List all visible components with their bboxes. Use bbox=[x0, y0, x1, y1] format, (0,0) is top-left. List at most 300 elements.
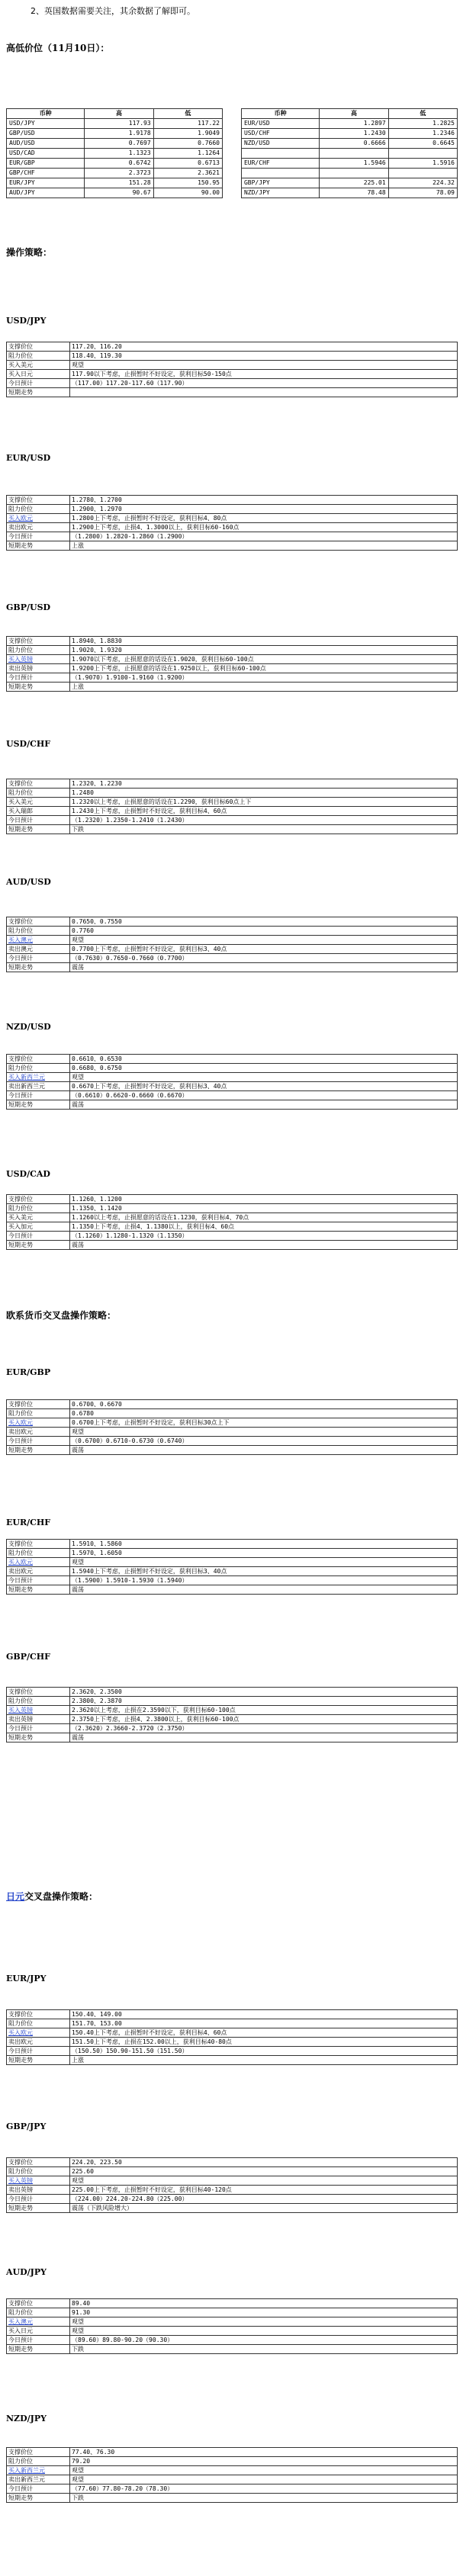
cross-eur-header: 欧系货币交叉盘操作策略： bbox=[6, 1310, 117, 1321]
strategy-row bbox=[7, 1241, 458, 1250]
strategy-table bbox=[6, 779, 458, 834]
strategy-row bbox=[7, 2327, 458, 2336]
strategy-label bbox=[7, 646, 70, 655]
strategy-label bbox=[7, 683, 70, 692]
strategy-label-text: 卖出新西兰元 bbox=[8, 2476, 45, 2483]
strategy-value: （1.1260）1.1280-1.1320（1.1350） bbox=[70, 1232, 458, 1241]
strategy-value: 观望 bbox=[70, 1428, 458, 1437]
strategy-label bbox=[7, 1567, 70, 1576]
strategy-value: （0.7630）0.7650-0.7660（0.7700） bbox=[70, 954, 458, 963]
strategy-row bbox=[7, 2167, 458, 2176]
strategy-label bbox=[7, 1437, 70, 1446]
price-cell bbox=[320, 169, 388, 178]
price-cell: EUR/GBP bbox=[7, 159, 85, 169]
strategy-value bbox=[70, 388, 458, 397]
strategy-label-text: 短期走势 bbox=[8, 826, 33, 833]
strategy-label bbox=[7, 927, 70, 936]
strategy-row bbox=[7, 2336, 458, 2345]
price-cell: USD/CAD bbox=[7, 149, 85, 159]
strategy-table bbox=[6, 2009, 458, 2065]
strategy-label-text: 今日预计 bbox=[8, 2485, 33, 2492]
price-cell: 1.5916 bbox=[388, 159, 457, 169]
strategy-table bbox=[6, 2157, 458, 2213]
strategy-value: 观望 bbox=[70, 2466, 458, 2475]
strategy-table bbox=[6, 1539, 458, 1595]
strategy-label-text[interactable]: 买入英镑 bbox=[8, 2177, 33, 2184]
strategy-label bbox=[7, 496, 70, 505]
col-header: 币种 bbox=[7, 109, 85, 119]
strategy-label-text: 阻力价位 bbox=[8, 1065, 33, 1071]
strategy-label-text: 短期走势 bbox=[8, 2205, 33, 2211]
strategy-label-text: 卖出英镑 bbox=[8, 2186, 33, 2193]
strategy-row bbox=[7, 1724, 458, 1733]
strategy-row bbox=[7, 1715, 458, 1724]
pair-heading: EUR/GBP bbox=[6, 1367, 51, 1377]
pair-heading: GBP/USD bbox=[6, 602, 51, 612]
strategy-label bbox=[7, 1064, 70, 1073]
strategy-label-text[interactable]: 买入欧元 bbox=[8, 2029, 33, 2036]
strategy-label bbox=[7, 361, 70, 370]
price-cell: 150.95 bbox=[153, 178, 222, 188]
price-cell: 2.3723 bbox=[85, 169, 153, 178]
strategy-label-text: 阻力价位 bbox=[8, 647, 33, 654]
strategy-label-text: 短期走势 bbox=[8, 542, 33, 549]
strategy-row bbox=[7, 1540, 458, 1549]
strategy-row bbox=[7, 2475, 458, 2484]
top-note: 2、英国数据需要关注，其余数据了解即可。 bbox=[31, 6, 195, 16]
cross-jpy-link[interactable]: 日元 bbox=[6, 1891, 25, 1902]
price-cell: 1.2825 bbox=[388, 119, 457, 129]
strategy-label-text: 卖出新西兰元 bbox=[8, 1083, 45, 1090]
strategy-label bbox=[7, 1697, 70, 1706]
strategy-row bbox=[7, 1733, 458, 1742]
strategy-row bbox=[7, 798, 458, 807]
strategy-row bbox=[7, 541, 458, 551]
strategy-label bbox=[7, 1055, 70, 1064]
strategy-label-text: 阻力价位 bbox=[8, 2168, 33, 2175]
strategy-value: 1.2320以上考虑，止损愿意的话设在1.2290，获利目标60点上下 bbox=[70, 798, 458, 807]
strategy-label-text: 短期走势 bbox=[8, 2346, 33, 2353]
strategy-row bbox=[7, 505, 458, 514]
strategy-value: 1.2480 bbox=[70, 789, 458, 798]
strategy-row bbox=[7, 1232, 458, 1241]
strategy-label-text[interactable]: 买入英镑 bbox=[8, 656, 33, 663]
strategy-value: （150.50）150.90-151.50（151.50） bbox=[70, 2047, 458, 2056]
strategy-label bbox=[7, 2448, 70, 2457]
strategy-label-text: 支撑价位 bbox=[8, 2159, 33, 2166]
strategy-label bbox=[7, 2158, 70, 2167]
price-cell bbox=[320, 149, 388, 159]
strategy-row bbox=[7, 936, 458, 945]
strategy-label bbox=[7, 388, 70, 397]
strategy-label-text: 支撑价位 bbox=[8, 343, 33, 350]
strategy-label-text: 买入日元 bbox=[8, 371, 33, 377]
strategy-label-text: 今日预计 bbox=[8, 2337, 33, 2343]
pair-heading: USD/CHF bbox=[6, 739, 51, 749]
strategy-label bbox=[7, 673, 70, 683]
price-cell: 2.3621 bbox=[153, 169, 222, 178]
price-cell: 0.6666 bbox=[320, 139, 388, 149]
strategy-value: 1.2320、1.2230 bbox=[70, 779, 458, 789]
strategy-label bbox=[7, 1241, 70, 1250]
strategy-table bbox=[6, 636, 458, 692]
strategy-label bbox=[7, 2299, 70, 2308]
strategy-label bbox=[7, 1232, 70, 1241]
strategy-label-text: 短期走势 bbox=[8, 683, 33, 690]
strategy-label-text: 支撑价位 bbox=[8, 2011, 33, 2018]
strategy-row bbox=[7, 2010, 458, 2019]
strategy-value: 2.3800、2.3870 bbox=[70, 1697, 458, 1706]
strategy-row bbox=[7, 1082, 458, 1091]
strategy-label bbox=[7, 342, 70, 352]
price-row bbox=[7, 169, 458, 178]
strategy-label-text: 阻力价位 bbox=[8, 2458, 33, 2465]
strategy-row bbox=[7, 1409, 458, 1418]
strategy-row bbox=[7, 1585, 458, 1595]
strategy-value: 1.1350、1.1420 bbox=[70, 1204, 458, 1213]
strategy-label bbox=[7, 523, 70, 532]
strategy-row bbox=[7, 954, 458, 963]
cross-jpy-header bbox=[6, 1890, 98, 1903]
strategy-row bbox=[7, 1204, 458, 1213]
strategy-label bbox=[7, 1576, 70, 1585]
strategy-label bbox=[7, 1082, 70, 1091]
strategy-row bbox=[7, 2056, 458, 2065]
strategy-label-text: 支撑价位 bbox=[8, 1401, 33, 1408]
strategy-value: 观望 bbox=[70, 361, 458, 370]
strategy-label bbox=[7, 2186, 70, 2195]
strategy-row bbox=[7, 1697, 458, 1706]
strategy-label-text: 今日预计 bbox=[8, 817, 33, 824]
price-cell: GBP/CHF bbox=[7, 169, 85, 178]
strategy-row bbox=[7, 388, 458, 397]
strategy-label-text: 短期走势 bbox=[8, 1586, 33, 1593]
strategy-value: 0.7760 bbox=[70, 927, 458, 936]
strategy-row bbox=[7, 2345, 458, 2354]
strategy-value: 1.2900上下考虑，止损4、1.3000以上，获利目标60-160点 bbox=[70, 523, 458, 532]
strategy-label bbox=[7, 2494, 70, 2503]
strategy-row bbox=[7, 825, 458, 834]
strategy-label bbox=[7, 2336, 70, 2345]
strategy-label-text: 阻力价位 bbox=[8, 1698, 33, 1704]
strategy-label bbox=[7, 954, 70, 963]
col-header: 高 bbox=[320, 109, 388, 119]
strategy-row bbox=[7, 2195, 458, 2204]
strategy-label-text[interactable]: 买入澳元 bbox=[8, 2318, 33, 2325]
strategy-label-text: 卖出欧元 bbox=[8, 1568, 33, 1575]
strategy-label bbox=[7, 637, 70, 646]
strategy-label-text: 今日预计 bbox=[8, 2048, 33, 2054]
strategy-row bbox=[7, 646, 458, 655]
strategy-row bbox=[7, 361, 458, 370]
spacer bbox=[222, 159, 241, 169]
pair-heading: GBP/CHF bbox=[6, 1652, 50, 1662]
strategy-value: 下跌 bbox=[70, 825, 458, 834]
strategy-label-text: 今日预计 bbox=[8, 533, 33, 540]
strategy-label bbox=[7, 779, 70, 789]
price-cell: 1.2346 bbox=[388, 129, 457, 139]
strategy-value: 2.3620以上考虑，止损在2.3590以下，获利目标60-100点 bbox=[70, 1706, 458, 1715]
pair-heading: EUR/CHF bbox=[6, 1518, 51, 1527]
price-cell: 0.6645 bbox=[388, 139, 457, 149]
strategy-row bbox=[7, 523, 458, 532]
strategy-value: 1.1350上下考虑，止损4、1.1380以上，获利目标4、60点 bbox=[70, 1222, 458, 1232]
strategy-value: （1.2800）1.2820-1.2860（1.2900） bbox=[70, 532, 458, 541]
strategy-label-text: 阻力价位 bbox=[8, 506, 33, 512]
strategy-label-text: 短期走势 bbox=[8, 2057, 33, 2064]
strategy-label bbox=[7, 352, 70, 361]
strategy-row bbox=[7, 807, 458, 816]
price-cell: 90.67 bbox=[85, 188, 153, 198]
strategy-label-text: 今日预计 bbox=[8, 955, 33, 962]
strategy-table bbox=[6, 1687, 458, 1742]
strategy-label-text: 今日预计 bbox=[8, 1437, 33, 1444]
strategy-value: 150.40、149.00 bbox=[70, 2010, 458, 2019]
strategy-value: 91.30 bbox=[70, 2308, 458, 2317]
price-row bbox=[7, 119, 458, 129]
price-cell: 78.09 bbox=[388, 188, 457, 198]
spacer bbox=[222, 129, 241, 139]
price-header: 高低价位（11月10日）： bbox=[6, 43, 110, 53]
pair-heading: GBP/JPY bbox=[6, 2122, 47, 2131]
strategy-row bbox=[7, 779, 458, 789]
strategy-row bbox=[7, 1100, 458, 1110]
strategy-row bbox=[7, 2047, 458, 2056]
strategy-row bbox=[7, 1558, 458, 1567]
price-cell: 1.2897 bbox=[320, 119, 388, 129]
strategy-label bbox=[7, 1733, 70, 1742]
strategy-value: 观望 bbox=[70, 1073, 458, 1082]
strategy-row bbox=[7, 683, 458, 692]
price-cell: AUD/USD bbox=[7, 139, 85, 149]
strategy-value: 117.90以下考虑，止损暂时不好设定，获利目标50-150点 bbox=[70, 370, 458, 379]
strategy-row bbox=[7, 1091, 458, 1100]
strategy-label bbox=[7, 807, 70, 816]
strategy-label bbox=[7, 1706, 70, 1715]
strategy-value: （0.6610）0.6620-0.6660（0.6670） bbox=[70, 1091, 458, 1100]
spacer bbox=[222, 169, 241, 178]
price-table bbox=[6, 108, 458, 198]
strategy-row bbox=[7, 1576, 458, 1585]
strategy-value: 1.9200上下考虑，止损愿意的话设在1.9250以上，获利目标60-100点 bbox=[70, 664, 458, 673]
strategy-row bbox=[7, 664, 458, 673]
strategy-value: 1.2780、1.2700 bbox=[70, 496, 458, 505]
strategy-label bbox=[7, 2466, 70, 2475]
strategy-label-text: 支撑价位 bbox=[8, 2449, 33, 2456]
strategy-value: 225.00上下考虑，止损暂时不好设定，获利目标40-120点 bbox=[70, 2186, 458, 2195]
price-table-header bbox=[7, 109, 458, 119]
strategy-label bbox=[7, 2484, 70, 2494]
strategy-label bbox=[7, 370, 70, 379]
strategy-value: 观望 bbox=[70, 1558, 458, 1567]
col-header: 低 bbox=[153, 109, 222, 119]
strategy-label bbox=[7, 2475, 70, 2484]
strategy-label-text: 短期走势 bbox=[8, 1447, 33, 1453]
strategy-row bbox=[7, 2028, 458, 2038]
strategy-value: （117.00）117.20-117.60（117.90） bbox=[70, 379, 458, 388]
strategy-label bbox=[7, 1409, 70, 1418]
price-row bbox=[7, 178, 458, 188]
strategy-label bbox=[7, 2028, 70, 2038]
strategy-table bbox=[6, 917, 458, 972]
strategy-label-text[interactable]: 买入欧元 bbox=[8, 1559, 33, 1566]
strategy-row bbox=[7, 2158, 458, 2167]
strategy-row bbox=[7, 379, 458, 388]
strategy-row bbox=[7, 927, 458, 936]
strategy-label-text: 买入加元 bbox=[8, 1223, 33, 1230]
strategy-row bbox=[7, 1222, 458, 1232]
strategy-table bbox=[6, 2447, 458, 2503]
strategy-row bbox=[7, 945, 458, 954]
strategy-value: 151.70、153.00 bbox=[70, 2019, 458, 2028]
price-cell: EUR/USD bbox=[241, 119, 319, 129]
strategy-label bbox=[7, 541, 70, 551]
strategy-label-text: 今日预计 bbox=[8, 2195, 33, 2202]
strategy-value: 观望 bbox=[70, 2327, 458, 2336]
strategy-value: 118.40、119.30 bbox=[70, 352, 458, 361]
strategy-label-text: 今日预计 bbox=[8, 1092, 33, 1099]
strategy-label bbox=[7, 1091, 70, 1100]
strategy-value: 1.2900、1.2970 bbox=[70, 505, 458, 514]
strategy-row bbox=[7, 532, 458, 541]
strategy-label bbox=[7, 825, 70, 834]
strategy-row bbox=[7, 2457, 458, 2466]
strategy-value: （0.6700）0.6710-0.6730（0.6740） bbox=[70, 1437, 458, 1446]
strategy-value: 1.5940上下考虑，止损暂时不好设定，获利目标3、40点 bbox=[70, 1567, 458, 1576]
pair-heading: NZD/JPY bbox=[6, 2414, 47, 2423]
strategy-label bbox=[7, 1100, 70, 1110]
strategy-value: 观望 bbox=[70, 936, 458, 945]
pair-heading: EUR/USD bbox=[6, 453, 51, 463]
strategy-label bbox=[7, 1688, 70, 1697]
strategy-label bbox=[7, 2056, 70, 2065]
strategy-row bbox=[7, 2466, 458, 2475]
strategy-row bbox=[7, 2176, 458, 2186]
price-row bbox=[7, 139, 458, 149]
strategy-label bbox=[7, 664, 70, 673]
strategy-label bbox=[7, 816, 70, 825]
strategy-value: 上涨 bbox=[70, 683, 458, 692]
price-cell: 1.2430 bbox=[320, 129, 388, 139]
strategy-value: 225.60 bbox=[70, 2167, 458, 2176]
strategy-label bbox=[7, 379, 70, 388]
price-cell: AUD/JPY bbox=[7, 188, 85, 198]
strategy-value: （224.00）224.20-224.80（225.00） bbox=[70, 2195, 458, 2204]
strategy-value: 观望 bbox=[70, 2317, 458, 2327]
col-header: 高 bbox=[85, 109, 153, 119]
strategy-row bbox=[7, 1213, 458, 1222]
strategy-row bbox=[7, 917, 458, 927]
strategy-label-text[interactable]: 买入欧元 bbox=[8, 515, 33, 522]
price-row bbox=[7, 159, 458, 169]
price-cell: USD/JPY bbox=[7, 119, 85, 129]
price-cell bbox=[241, 169, 319, 178]
price-cell: 0.7660 bbox=[153, 139, 222, 149]
strategy-value: 1.8940、1.8830 bbox=[70, 637, 458, 646]
strategy-label-text: 支撑价位 bbox=[8, 638, 33, 644]
strategy-table bbox=[6, 1399, 458, 1455]
strategy-label bbox=[7, 917, 70, 927]
strategy-label bbox=[7, 1549, 70, 1558]
strategy-label-text: 卖出澳元 bbox=[8, 946, 33, 952]
strategy-row bbox=[7, 2204, 458, 2213]
strategy-value: 0.6700、0.6670 bbox=[70, 1400, 458, 1409]
strategy-label bbox=[7, 2457, 70, 2466]
price-cell: 1.9049 bbox=[153, 129, 222, 139]
strategy-label bbox=[7, 2317, 70, 2327]
strategy-value: 77.40、76.30 bbox=[70, 2448, 458, 2457]
strategy-label bbox=[7, 1558, 70, 1567]
strategy-value: 1.5970、1.6050 bbox=[70, 1549, 458, 1558]
strategy-label bbox=[7, 1446, 70, 1455]
price-cell: NZD/USD bbox=[241, 139, 319, 149]
strategy-label bbox=[7, 2327, 70, 2336]
strategy-label bbox=[7, 798, 70, 807]
strategy-label bbox=[7, 1222, 70, 1232]
strategy-label bbox=[7, 963, 70, 972]
strategy-label-text: 阻力价位 bbox=[8, 789, 33, 796]
strategy-value: 观望 bbox=[70, 2176, 458, 2186]
strategy-row bbox=[7, 1195, 458, 1204]
strategy-label-text: 卖出欧元 bbox=[8, 2038, 33, 2045]
strategy-table bbox=[6, 1194, 458, 1250]
strategy-label-text[interactable]: 买入新西兰元 bbox=[8, 2467, 45, 2474]
strategy-label-text: 卖出欧元 bbox=[8, 1428, 33, 1435]
strategy-row bbox=[7, 673, 458, 683]
strategy-label-text[interactable]: 买入新西兰元 bbox=[8, 1074, 45, 1081]
strategy-label-text[interactable]: 买入欧元 bbox=[8, 1419, 33, 1426]
strategy-label-text[interactable]: 买入英镑 bbox=[8, 1707, 33, 1714]
strategy-label bbox=[7, 2167, 70, 2176]
strategy-row bbox=[7, 352, 458, 361]
strategy-label bbox=[7, 2195, 70, 2204]
pair-heading: AUD/USD bbox=[6, 877, 51, 887]
strategy-row bbox=[7, 1706, 458, 1715]
strategy-table bbox=[6, 495, 458, 551]
pair-heading: AUD/JPY bbox=[6, 2267, 47, 2277]
strategy-label bbox=[7, 2047, 70, 2056]
strategy-label bbox=[7, 1428, 70, 1437]
strategy-value: 0.7700上下考虑，止损暂时不好设定，获利目标3、40点 bbox=[70, 945, 458, 954]
ops-header: 操作策略： bbox=[6, 247, 53, 258]
strategy-value: 2.3750上下考虑，止损4、2.3800以上，获利目标60-100点 bbox=[70, 1715, 458, 1724]
strategy-label-text: 买入美元 bbox=[8, 798, 33, 805]
strategy-label-text: 支撑价位 bbox=[8, 1196, 33, 1203]
strategy-label-text[interactable]: 买入澳元 bbox=[8, 936, 33, 943]
strategy-row bbox=[7, 1446, 458, 1455]
price-cell: NZD/JPY bbox=[241, 188, 319, 198]
strategy-value: 89.40 bbox=[70, 2299, 458, 2308]
spacer bbox=[222, 188, 241, 198]
price-row bbox=[7, 188, 458, 198]
strategy-label-text: 短期走势 bbox=[8, 964, 33, 971]
strategy-label bbox=[7, 532, 70, 541]
price-cell: USD/CHF bbox=[241, 129, 319, 139]
col-header: 低 bbox=[388, 109, 457, 119]
pair-heading: NZD/USD bbox=[6, 1022, 51, 1032]
strategy-row bbox=[7, 2019, 458, 2028]
strategy-row bbox=[7, 1064, 458, 1073]
strategy-label-text: 支撑价位 bbox=[8, 1540, 33, 1547]
price-cell: 117.93 bbox=[85, 119, 153, 129]
strategy-label bbox=[7, 945, 70, 954]
strategy-label bbox=[7, 1213, 70, 1222]
strategy-value: 震荡 bbox=[70, 1100, 458, 1110]
price-cell: 224.32 bbox=[388, 178, 457, 188]
price-cell: 0.6713 bbox=[153, 159, 222, 169]
price-cell: 0.7697 bbox=[85, 139, 153, 149]
strategy-label bbox=[7, 1540, 70, 1549]
